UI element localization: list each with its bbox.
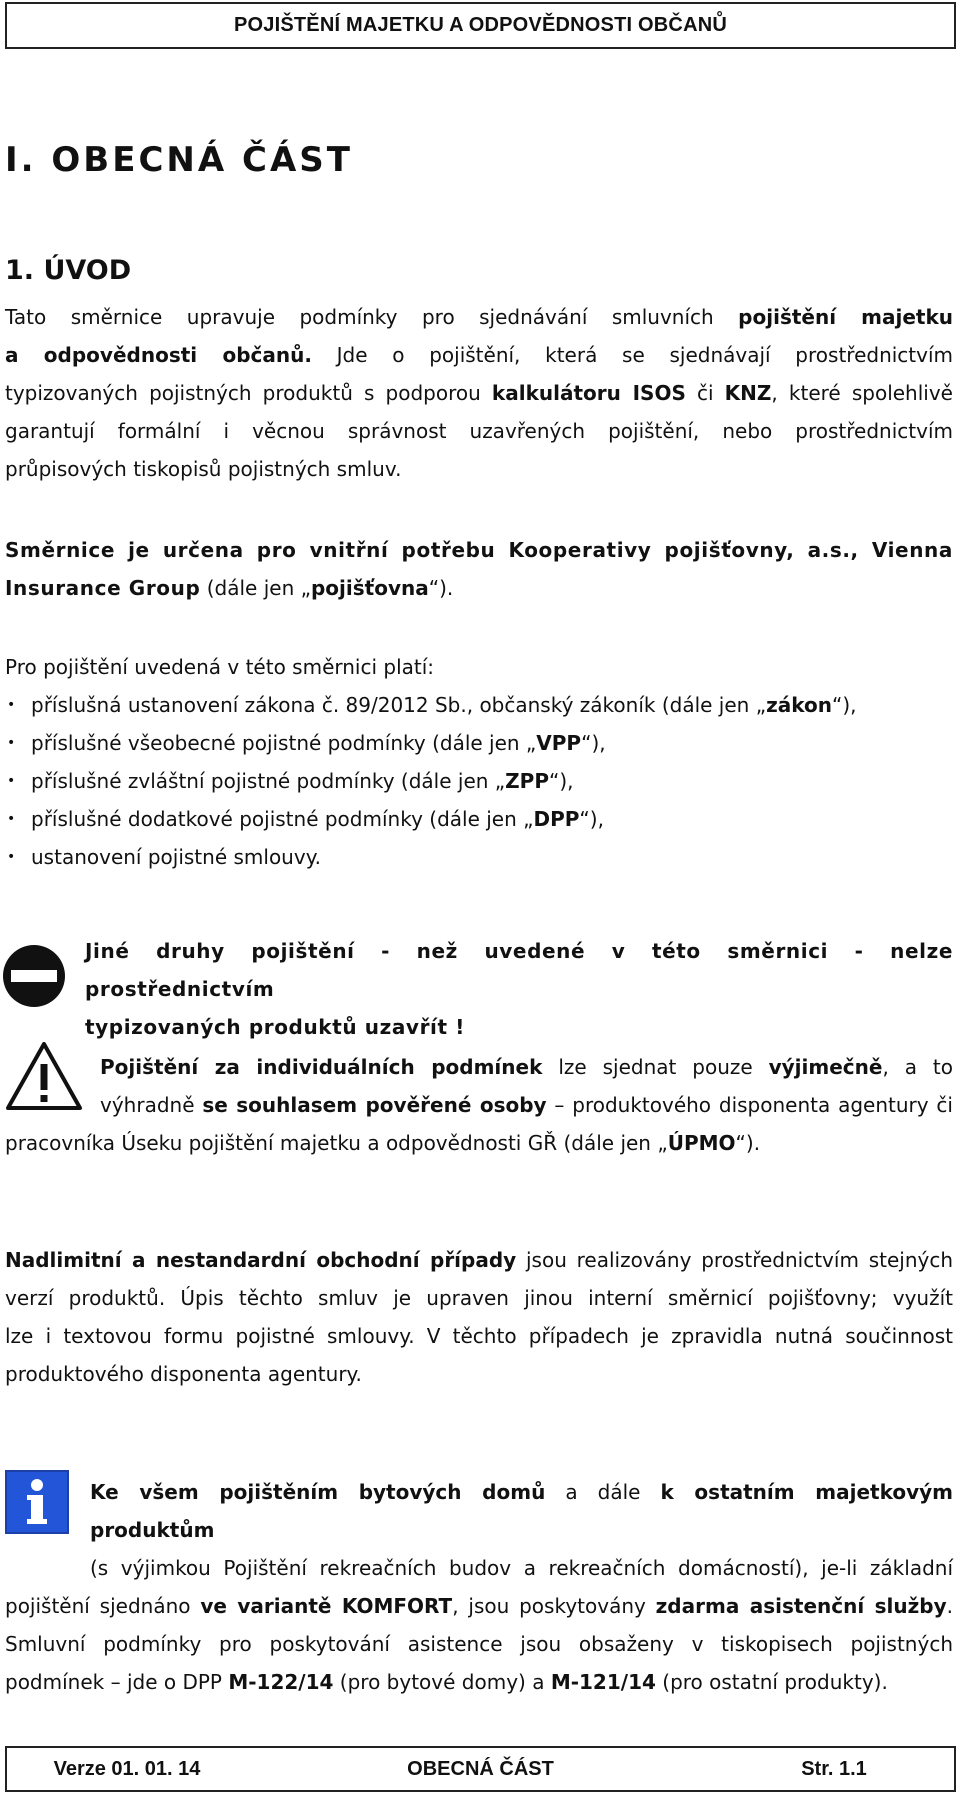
text-span: podmínek – jde o DPP (5, 1670, 229, 1694)
bold-span: VPP (536, 731, 582, 755)
intro-line-1 (5, 298, 953, 336)
nadlimit-line-3: lze i textovou formu pojistné smlouvy. V těchto případech je zpravidla nutná součinnost (5, 1324, 953, 1348)
bold-span: ÚPMO (667, 1131, 736, 1155)
info-line-5 (5, 1663, 953, 1701)
bold-span: M-122/14 (228, 1670, 334, 1694)
info-line-1 (90, 1473, 953, 1549)
text-span: příslušná ustanovení zákona č. 89/2012 Sb. (31, 693, 467, 717)
text-span: Tato směrnice upravuje podmínky pro sjednávání smluvních (5, 305, 739, 329)
bold-span: DPP (533, 807, 580, 831)
info-line-4: Smluvní podmínky pro poskytování asistence jsou obsaženy v tiskopisech pojistných (5, 1632, 953, 1656)
list-item (5, 762, 953, 800)
info-note (5, 1473, 953, 1701)
subsection-title: 1. ÚVOD (5, 255, 132, 286)
applies-section (5, 648, 953, 876)
nadlimit-line-2: verzí produktů. Úpis těchto smluv je upraven jinou interní směrnicí pojišťovny; využít (5, 1286, 953, 1310)
intro-line-3 (5, 374, 953, 412)
bold-span: a odpovědnosti občanů. (5, 343, 312, 367)
text-span: “). (735, 1131, 761, 1155)
footer-page-number: Str. 1.1 (801, 1757, 867, 1780)
info-line-3 (5, 1587, 953, 1625)
text-span: , které spolehlivě (771, 381, 953, 405)
warning-line-3 (5, 1124, 953, 1162)
nadlimit-line-1 (5, 1241, 953, 1279)
intro-line-5: průpisových tiskopisů pojistných smluv. (5, 457, 402, 481)
usage-paragraph (5, 531, 953, 607)
text-span: typizovaných pojistných produktů s podporou (5, 381, 492, 405)
text-span: pracovníka Úseku pojištění majetku a odpovědnosti GŘ (dále jen „ (5, 1131, 668, 1155)
list-item (5, 838, 953, 876)
text-span: (pro bytové domy) a (333, 1670, 551, 1694)
bold-span: zdarma asistenční služby (655, 1594, 947, 1618)
noentry-note (85, 932, 953, 1046)
bold-span: pojištění majetku (738, 305, 953, 329)
noentry-line-2: typizovaných produktů uzavřít ! (85, 1015, 465, 1039)
section-title: I. OBECNÁ ČÁST (5, 140, 353, 180)
bold-span: M-121/14 (550, 1670, 656, 1694)
bold-span: Pojištění za individuálních podmínek (100, 1055, 543, 1079)
intro-paragraph (5, 298, 953, 488)
text-span: “), (581, 731, 606, 755)
text-span: příslušné zvláštní pojistné podmínky (dále jen „ (31, 769, 506, 793)
bold-span: Insurance Group (5, 576, 201, 600)
bold-span: KNZ (724, 381, 772, 405)
list-item (5, 686, 953, 724)
applies-list (5, 686, 953, 876)
text-span: “), (579, 807, 604, 831)
footer-version: Verze 01. 01. 14 (53, 1757, 201, 1780)
text-span: jsou realizovány prostřednictvím stejných (516, 1248, 953, 1272)
text-span: pojištění sjednáno (5, 1594, 201, 1618)
text-span: ustanovení pojistné smlouvy. (31, 845, 322, 869)
bold-span: Ke všem pojištěním bytových domů (90, 1480, 546, 1504)
text-span: výhradně (100, 1093, 203, 1117)
nadlimit-paragraph (5, 1241, 953, 1393)
bold-span: se souhlasem pověřené osoby (202, 1093, 547, 1117)
text-span: (pro ostatní produkty). (655, 1670, 888, 1694)
list-item (5, 800, 953, 838)
text-span: a dále (545, 1480, 661, 1504)
bold-span: ve variantě KOMFORT (200, 1594, 453, 1618)
text-span: , občanský zákoník (dále jen „ (466, 693, 767, 717)
bold-span: pojišťovna (310, 576, 429, 600)
bold-span: k ostatním majetkovým produktům (90, 1480, 953, 1542)
bold-span: Nadlimitní a nestandardní obchodní případy (5, 1248, 517, 1272)
bold-span: ZPP (505, 769, 549, 793)
info-line-2: (s výjimkou Pojištění rekreačních budov a rekreačních domácností), je-li základní (90, 1556, 953, 1580)
text-span: “). (428, 576, 454, 600)
text-span: . (946, 1594, 953, 1618)
header-title: POJIŠTĚNÍ MAJETKU A ODPOVĚDNOSTI OBČANŮ (233, 14, 728, 36)
intro-line-4: garantují formální i věcnou správnost uzavřených pojištění, nebo prostřednictvím (5, 419, 953, 443)
bold-span: výjimečně (768, 1055, 883, 1079)
list-item (5, 724, 953, 762)
usage-line-2 (5, 569, 953, 607)
warning-line-1 (100, 1048, 953, 1086)
intro-line-2 (5, 336, 953, 374)
usage-line-1: Směrnice je určena pro vnitřní potřebu Kooperativy pojišťovny, a.s., Vienna (5, 538, 953, 562)
text-span: (dále jen „ (200, 576, 311, 600)
text-span: příslušné dodatkové pojistné podmínky (dále jen „ (31, 807, 534, 831)
text-span: – produktového disponenta agentury či (546, 1093, 953, 1117)
text-span: , jsou poskytovány (452, 1594, 656, 1618)
text-span: Jde o pojištění, která se sjednávají prostřednictvím (311, 343, 954, 367)
text-span: “), (831, 693, 857, 717)
bold-span: kalkulátoru ISOS (491, 381, 686, 405)
text-span: či (685, 381, 725, 405)
nadlimit-line-4: produktového disponenta agentury. (5, 1362, 362, 1386)
text-span: “), (549, 769, 574, 793)
text-span: lze sjednat pouze (542, 1055, 769, 1079)
text-span: , a to (882, 1055, 954, 1079)
text-span: příslušné všeobecné pojistné podmínky (dále jen „ (31, 731, 537, 755)
warning-note (5, 1048, 953, 1162)
noentry-line-1: Jiné druhy pojištění - než uvedené v této směrnici - nelze prostřednictvím (85, 939, 953, 1001)
warning-line-2 (100, 1086, 953, 1124)
footer-section: OBECNÁ ČÁST (407, 1757, 554, 1780)
page-footer (5, 1746, 956, 1792)
page-header (5, 2, 956, 49)
bold-span: zákon (766, 693, 832, 717)
applies-intro: Pro pojištění uvedená v této směrnici platí: (5, 655, 435, 679)
no-entry-icon (3, 945, 65, 1007)
